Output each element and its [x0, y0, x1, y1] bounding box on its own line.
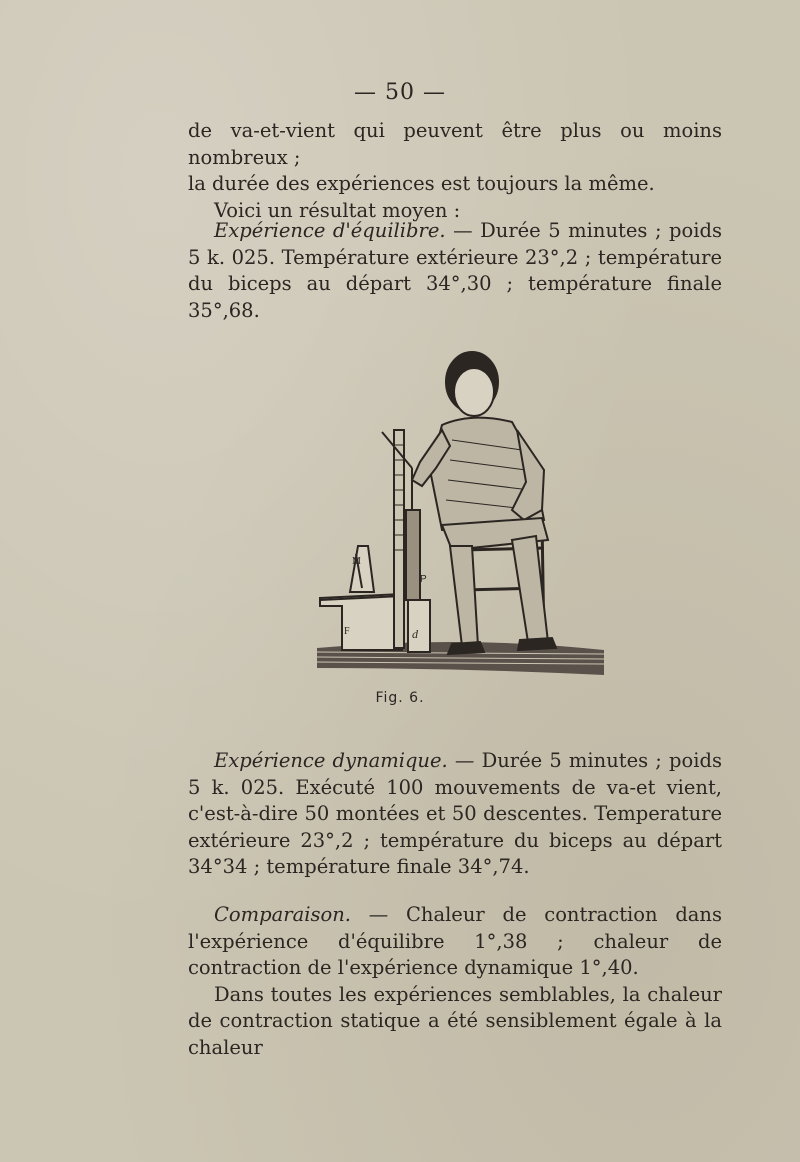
last-paragraph: Dans toutes les expériences semblables, la chaleur de contraction statique a été sensiblement égale à la chaleur [188, 982, 722, 1059]
dynamique-text: — Durée 5 minutes ; poids 5 k. 025. Exécuté 100 mouvements de va-et vient, c'est-à-dire 50 montées et 50 descentes. Temperature extérieure 23°,2 ; température du biceps au départ 34°34 ; température finale 34°,74. [188, 749, 722, 878]
result-intro: Voici un résultat moyen : [214, 198, 461, 222]
comparaison-paragraph [188, 902, 722, 1061]
dynamique-title: Expérience dynamique. [214, 749, 448, 772]
label-d: d [412, 627, 418, 641]
intro-line-1: de va-et-vient qui peuvent être plus ou moins nombreux ; [188, 119, 722, 169]
comparaison-title: Comparaison. [214, 903, 351, 926]
label-m: M [352, 556, 361, 567]
figure-caption: Fig. 6. [375, 690, 425, 706]
figure-6-illustration [312, 350, 612, 685]
apparatus [320, 430, 430, 652]
intro-text [188, 118, 722, 224]
equilibre-title: Expérience d'équilibre. [214, 219, 446, 242]
label-p: P [420, 574, 427, 585]
equilibre-text: — Durée 5 minutes ; poids 5 k. 025. Température extérieure 23°,2 ; température du biceps au départ 34°,30 ; température finale 35°,68. [188, 219, 722, 322]
comparaison-text: — Chaleur de contraction dans l'expérience d'équilibre 1°,38 ; chaleur de contraction de l'expérience dynamique 1°,40. [188, 903, 722, 979]
dynamique-paragraph [188, 748, 722, 881]
equilibre-paragraph [188, 218, 722, 324]
intro-line-2: la durée des expériences est toujours la même. [188, 172, 655, 195]
page-number: — 50 — [354, 80, 446, 105]
seated-man [412, 352, 556, 654]
label-f: F [344, 626, 350, 637]
